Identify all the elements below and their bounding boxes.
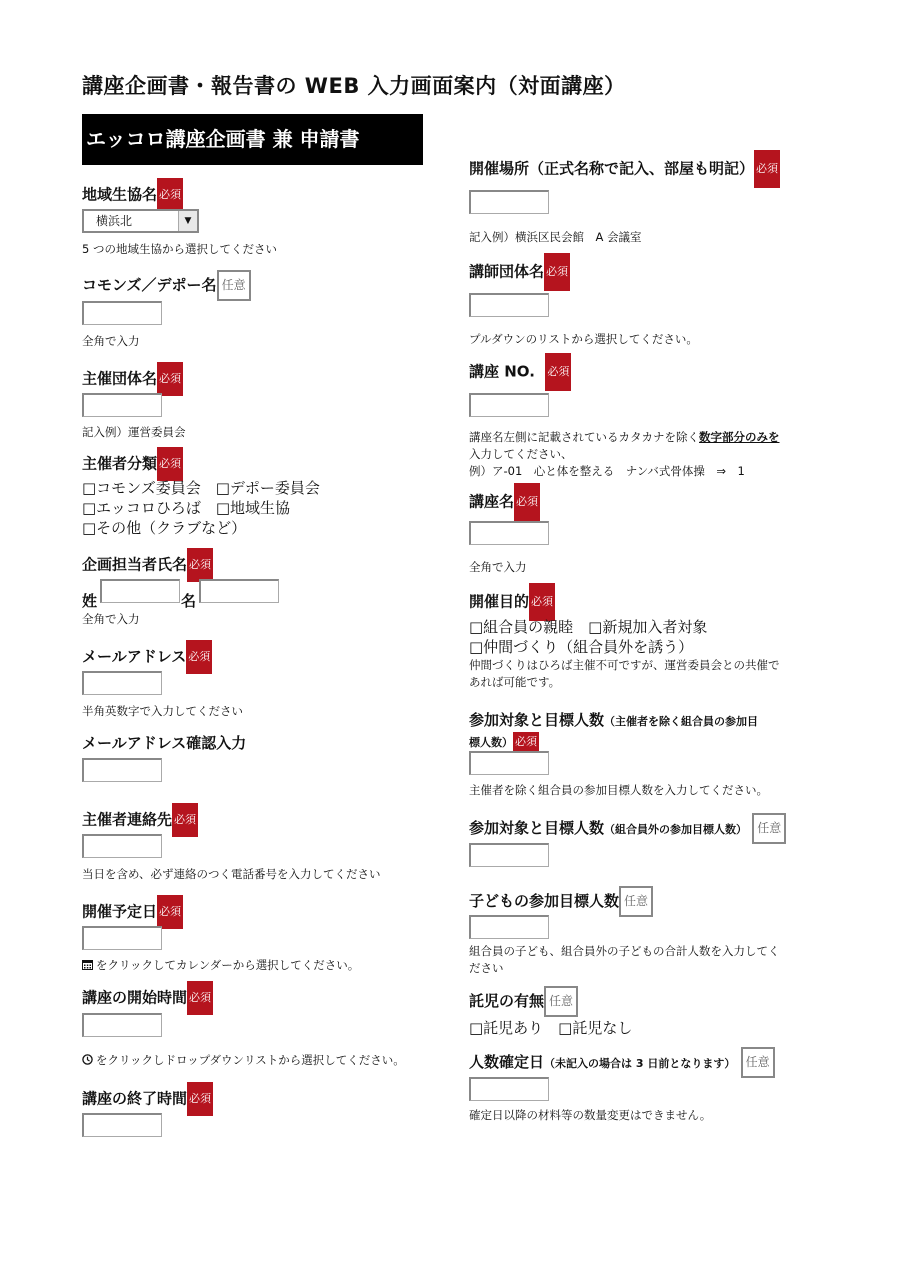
planner-label: 企画担当者氏名 必須 xyxy=(82,548,213,582)
lecturer-note: プルダウンのリストから選択してください。 xyxy=(469,332,698,346)
course-name-label: 講座名 必須 xyxy=(469,483,540,521)
target-members-input[interactable] xyxy=(469,751,549,775)
childcare-options[interactable]: □託児あり □託児なし xyxy=(469,1019,633,1037)
confirm-date-label: 人数確定日（未記入の場合は 3 日前となります） 任意 xyxy=(469,1047,775,1078)
optional-badge: 任意 xyxy=(741,1047,775,1078)
calendar-icon xyxy=(82,959,93,970)
commons-note: 全角で入力 xyxy=(82,334,140,348)
category-option-row[interactable]: □その他（クラブなど） xyxy=(82,519,247,537)
childcare-label: 託児の有無 任意 xyxy=(469,986,578,1017)
required-badge: 必須 xyxy=(187,548,213,582)
target-members-label-line2: 標人数） 必須 xyxy=(469,730,539,754)
form-title: エッコロ講座企画書 兼 申請書 xyxy=(82,114,423,165)
course-no-input[interactable] xyxy=(469,393,549,417)
confirm-date-input[interactable] xyxy=(469,1077,549,1101)
venue-input[interactable] xyxy=(469,190,549,214)
required-badge: 必須 xyxy=(157,447,183,481)
required-badge: 必須 xyxy=(529,583,555,621)
end-time-input[interactable] xyxy=(82,1113,162,1137)
purpose-label: 開催目的 必須 xyxy=(469,583,555,621)
coop-select[interactable] xyxy=(82,209,199,233)
date-note: をクリックしてカレンダーから選択してください。 xyxy=(82,957,359,974)
category-option-row[interactable]: □エッコロひろば □地域生協 xyxy=(82,499,291,517)
course-no-label: 講座 NO. 必須 xyxy=(469,353,571,391)
target-members-note: 主催者を除く組合員の参加目標人数を入力してください。 xyxy=(469,783,768,797)
planner-note: 全角で入力 xyxy=(82,612,140,626)
given-name-input[interactable] xyxy=(199,579,279,603)
course-name-input[interactable] xyxy=(469,521,549,545)
children-input[interactable] xyxy=(469,915,549,939)
start-time-label: 講座の開始時間 必須 xyxy=(82,981,213,1015)
organizer-label: 主催団体名 必須 xyxy=(82,362,183,396)
required-badge: 必須 xyxy=(754,150,780,188)
email-confirm-label: メールアドレス確認入力 xyxy=(82,734,247,752)
required-badge: 必須 xyxy=(514,483,540,521)
required-badge: 必須 xyxy=(187,1082,213,1116)
required-badge: 必須 xyxy=(186,640,212,674)
category-option-row[interactable]: □コモンズ委員会 □デポー委員会 xyxy=(82,479,320,497)
target-nonmembers-input[interactable] xyxy=(469,843,549,867)
required-badge: 必須 xyxy=(513,732,539,752)
date-input[interactable] xyxy=(82,926,162,950)
required-badge: 必須 xyxy=(544,253,570,291)
required-badge: 必須 xyxy=(157,895,183,929)
purpose-option-row[interactable]: □仲間づくり（組合員外を誘う） xyxy=(469,638,694,656)
optional-badge: 任意 xyxy=(752,813,786,844)
coop-selected-value: 横浜北 xyxy=(96,214,133,228)
coop-note: 5 つの地域生協から選択してください xyxy=(82,242,277,256)
lecturer-input[interactable] xyxy=(469,293,549,317)
category-options[interactable] xyxy=(82,478,320,538)
contact-input[interactable] xyxy=(82,834,162,858)
required-badge: 必須 xyxy=(172,803,198,837)
category-label: 主催者分類 必須 xyxy=(82,447,183,481)
chevron-down-icon: ▼ xyxy=(178,211,197,231)
end-time-label: 講座の終了時間 必須 xyxy=(82,1082,213,1116)
required-badge: 必須 xyxy=(187,981,213,1015)
confirm-date-note: 確定日以降の材料等の数量変更はできません。 xyxy=(469,1108,712,1122)
clock-icon xyxy=(82,1054,93,1065)
contact-label: 主催者連絡先 必須 xyxy=(82,803,198,837)
target-members-label: 参加対象と目標人数（主催者を除く組合員の参加目 xyxy=(469,711,759,729)
contact-note: 当日を含め、必ず連絡のつく電話番号を入力してください xyxy=(82,867,381,881)
optional-badge: 任意 xyxy=(544,986,578,1017)
start-time-input[interactable] xyxy=(82,1013,162,1037)
email-input[interactable] xyxy=(82,671,162,695)
date-label: 開催予定日 必須 xyxy=(82,895,183,929)
coop-label: 地域生協名 必須 xyxy=(82,178,183,212)
lecturer-label: 講師団体名 必須 xyxy=(469,253,570,291)
optional-badge: 任意 xyxy=(619,886,653,917)
required-badge: 必須 xyxy=(545,353,571,391)
purpose-options[interactable] xyxy=(469,617,707,657)
start-time-note: をクリックしドロップダウンリストから選択してください。 xyxy=(82,1052,405,1069)
target-nonmembers-label: 参加対象と目標人数（組合員外の参加目標人数） 任意 xyxy=(469,813,786,844)
children-note: 組合員の子ども、組合員外の子どもの合計人数を入力してく ださい xyxy=(469,944,780,975)
family-name-label: 姓 xyxy=(82,592,98,610)
given-name-label: 名 xyxy=(181,592,197,610)
required-badge: 必須 xyxy=(157,362,183,396)
email-confirm-input[interactable] xyxy=(82,758,162,782)
optional-badge: 任意 xyxy=(217,270,251,301)
family-name-input[interactable] xyxy=(100,579,180,603)
venue-label: 開催場所（正式名称で記入、部屋も明記） 必須 xyxy=(469,150,780,188)
page-title: 講座企画書・報告書の WEB 入力画面案内（対面講座） xyxy=(82,74,626,98)
commons-input[interactable] xyxy=(82,301,162,325)
course-no-note: 講座名左側に記載されているカタカナを除く数字部分のみを 入力してください、 例）ア-01 心と体を整える ナンバ式骨体操 ⇒ 1 xyxy=(469,430,780,478)
email-note: 半角英数字で入力してください xyxy=(82,704,243,718)
children-label: 子どもの参加目標人数 任意 xyxy=(469,886,653,917)
course-name-note: 全角で入力 xyxy=(469,560,527,574)
purpose-option-row[interactable]: □組合員の親睦 □新規加入者対象 xyxy=(469,618,708,636)
organizer-input[interactable] xyxy=(82,393,162,417)
organizer-note: 記入例）運営委員会 xyxy=(82,425,186,439)
venue-note: 記入例）横浜区民会館 A 会議室 xyxy=(469,230,642,244)
required-badge: 必須 xyxy=(157,178,183,212)
commons-label: コモンズ／デポー名 任意 xyxy=(82,270,251,301)
email-label: メールアドレス 必須 xyxy=(82,640,212,674)
purpose-note: 仲間づくりはひろば主催不可ですが、運営委員会との共催で あれば可能です。 xyxy=(469,658,780,689)
